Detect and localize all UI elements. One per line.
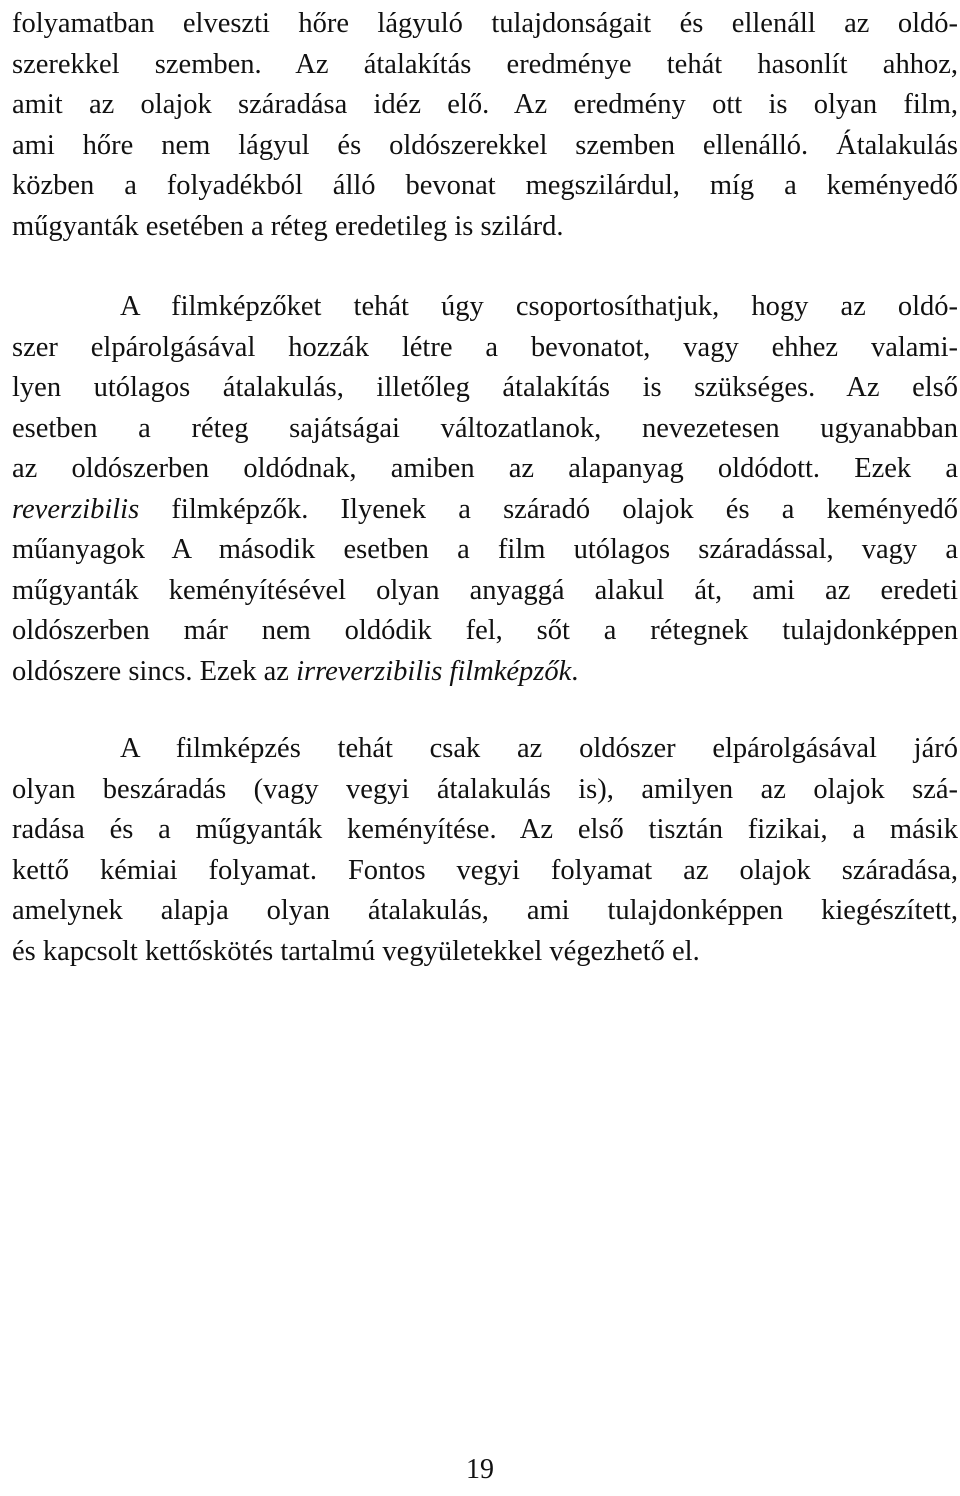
paragraph-3-line: A filmképzés tehát csak az oldószer elpárolgásával járó: [120, 733, 958, 764]
paragraph-2-text: filmképzők. Ilyenek a száradó olajok és a keményedő: [139, 493, 958, 525]
page-number: 19: [466, 1454, 494, 1485]
paragraph-2-line: [12, 490, 958, 531]
paragraph-1-line: amit az olajok száradása idéz elő. Az eredmény ott is olyan film,: [12, 89, 958, 120]
paragraph-1-line: műgyanták esetében a réteg eredetileg is szilárd.: [12, 210, 564, 242]
document-page: [12, 0, 958, 972]
paragraph-2-line: esetben a réteg sajátságai változatlanok, nevezetesen ugyanabban: [12, 412, 958, 444]
paragraph-3: [12, 729, 958, 972]
paragraph-2-line: lyen utólagos átalakulás, illetőleg átalakítás is szükséges. Az első: [12, 372, 958, 403]
italic-term-irreverzibilis: irreverzibilis filmképzők: [296, 655, 572, 687]
paragraph-2-line: az oldószerben oldódnak, amiben az alapanyag oldódott. Ezek a: [12, 453, 958, 484]
paragraph-2-line: [12, 652, 958, 693]
paragraph-3-line: radása és a műgyanták keményítése. Az első tisztán fizikai, a másik: [12, 814, 958, 845]
paragraph-2-line: műanyagok A második esetben a film utólagos száradással, vagy a: [12, 534, 958, 565]
paragraph-2-line: szer elpárolgásával hozzák létre a bevonatot, vagy ehhez valami-: [12, 331, 958, 363]
paragraph-2-text: .: [571, 655, 579, 687]
paragraph-1-line: ami hőre nem lágyul és oldószerekkel szemben ellenálló. Átalakulás: [12, 129, 958, 161]
paragraph-3-line: és kapcsolt kettőskötés tartalmú vegyületekkel végezhető el.: [12, 935, 700, 967]
paragraph-1: [12, 0, 958, 247]
paragraph-1-line: közben a folyadékból álló bevonat megszilárdul, míg a keményedő: [12, 170, 958, 201]
paragraph-1-line: szerekkel szemben. Az átalakítás eredménye tehát hasonlít ahhoz,: [12, 48, 958, 80]
paragraph-2: [12, 287, 958, 692]
paragraph-3-line: olyan beszáradás (vagy vegyi átalakulás is), amilyen az olajok szá-: [12, 773, 958, 805]
italic-term-reverzibilis: reverzibilis: [12, 493, 140, 525]
paragraph-2-line: A filmképzőket tehát úgy csoportosíthatjuk, hogy az oldó-: [120, 291, 958, 322]
paragraph-2-text: oldószere sincs. Ezek az: [12, 655, 297, 687]
paragraph-2-line: műgyanták keményítésével olyan anyaggá alakul át, ami az eredeti: [12, 574, 958, 606]
paragraph-2-line: oldószerben már nem oldódik fel, sőt a rétegnek tulajdonképpen: [12, 615, 958, 646]
paragraph-3-line: amelynek alapja olyan átalakulás, ami tulajdonképpen kiegészített,: [12, 895, 958, 926]
paragraph-1-line: folyamatban elveszti hőre lágyuló tulajdonságait és ellenáll az oldó-: [12, 8, 958, 39]
paragraph-3-line: kettő kémiai folyamat. Fontos vegyi folyamat az olajok száradása,: [12, 854, 958, 886]
